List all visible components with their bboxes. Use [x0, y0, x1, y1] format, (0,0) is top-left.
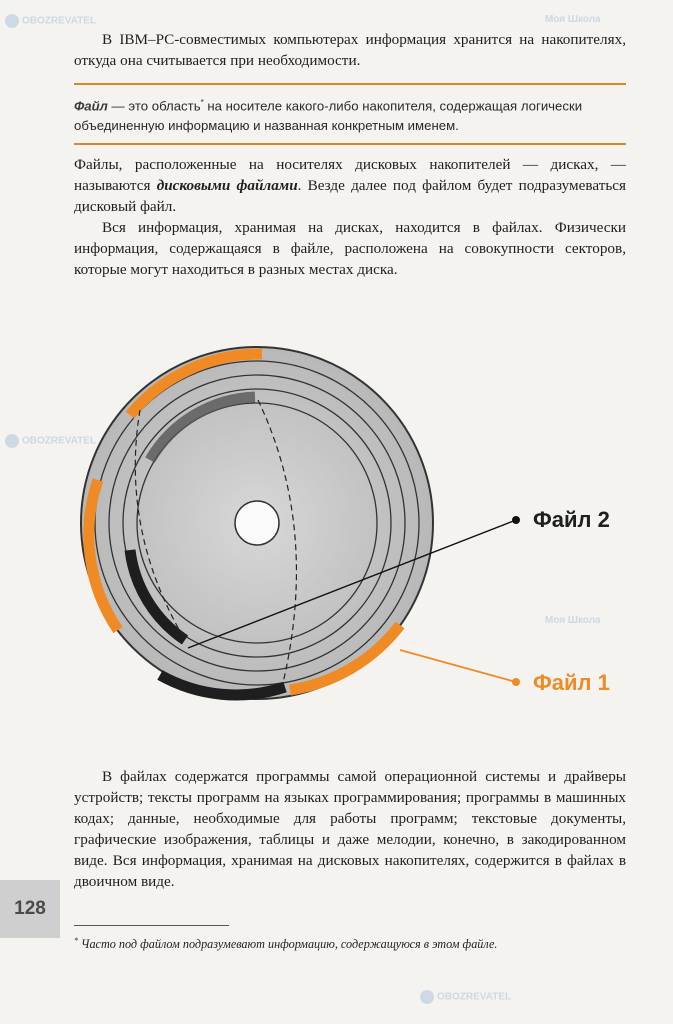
watermark	[545, 14, 601, 25]
footnote-ref: *	[200, 98, 204, 107]
watermark-text: Моя Школа	[545, 615, 601, 626]
footnote-rule	[74, 925, 229, 926]
label-file2: Файл 2	[533, 507, 610, 532]
term-disk-files: дисковыми файлами	[156, 177, 298, 194]
leader-file1-dot	[512, 678, 520, 686]
page-number: 128	[0, 880, 60, 938]
paragraph-disk-files	[74, 154, 626, 217]
watermark	[420, 990, 511, 1004]
footnote	[74, 932, 634, 953]
spindle-hole	[235, 501, 279, 545]
watermark-text: Моя Школа	[545, 14, 601, 25]
watermark-logo-icon	[5, 14, 19, 28]
files-contents-paragraph	[74, 766, 626, 892]
body-paragraphs	[74, 154, 626, 280]
definition-bottom-rule	[74, 143, 626, 145]
watermark-text: OBOZREVATEL	[22, 15, 97, 27]
intro-paragraph	[74, 29, 626, 71]
leader-file1	[400, 650, 516, 682]
label-file1: Файл 1	[533, 670, 610, 695]
watermark-text: OBOZREVATEL	[437, 991, 512, 1003]
p1-end: . Везде далее под файлом будет подразумеваться дисковый файл.	[74, 177, 626, 215]
p1-start: Файлы, расположенные на носителях дисковых накопителей — дисках, — называются	[74, 156, 626, 194]
watermark-text: OBOZREVATEL	[22, 435, 97, 447]
watermark	[5, 14, 96, 28]
footnote-text: Часто под файлом подразумевают информацию, содержащуюся в этом файле.	[81, 937, 498, 952]
footnote-mark: *	[74, 936, 78, 945]
watermark-logo-icon	[420, 990, 434, 1004]
intro-text: В IBM–PC-совместимых компьютерах информация хранится на накопителях, откуда она считывается при необходимости.	[74, 31, 626, 69]
paragraph-files-contents: В файлах содержатся программы самой операционной системы и драйверы устройств; тексты программ на языках программирования; программы в машинных кодах; данные, необходимые для работы программ; текстовые документы, графические изображения, таблицы и даже мелодии, конечно, в закодированном виде. Вся информация, хранимая на дисковых накопителях, содержится в файлах в двоичном виде.	[74, 768, 626, 890]
definition-text: — это область	[107, 98, 201, 114]
paragraph-info-in-files: Вся информация, хранимая на дисках, находится в файлах. Физически информация, содержащаяся в файле, расположена на совокупности секторов, которые могут находиться в разных местах диска.	[74, 219, 626, 278]
leader-file2-dot	[512, 516, 520, 524]
definition-term: Файл	[74, 98, 108, 114]
definition-top-rule	[74, 83, 626, 85]
definition-rest: на носителе какого-либо накопителя, содержащая логически объединенную информацию и названная конкретным именем.	[74, 98, 583, 134]
definition-box	[74, 93, 626, 136]
